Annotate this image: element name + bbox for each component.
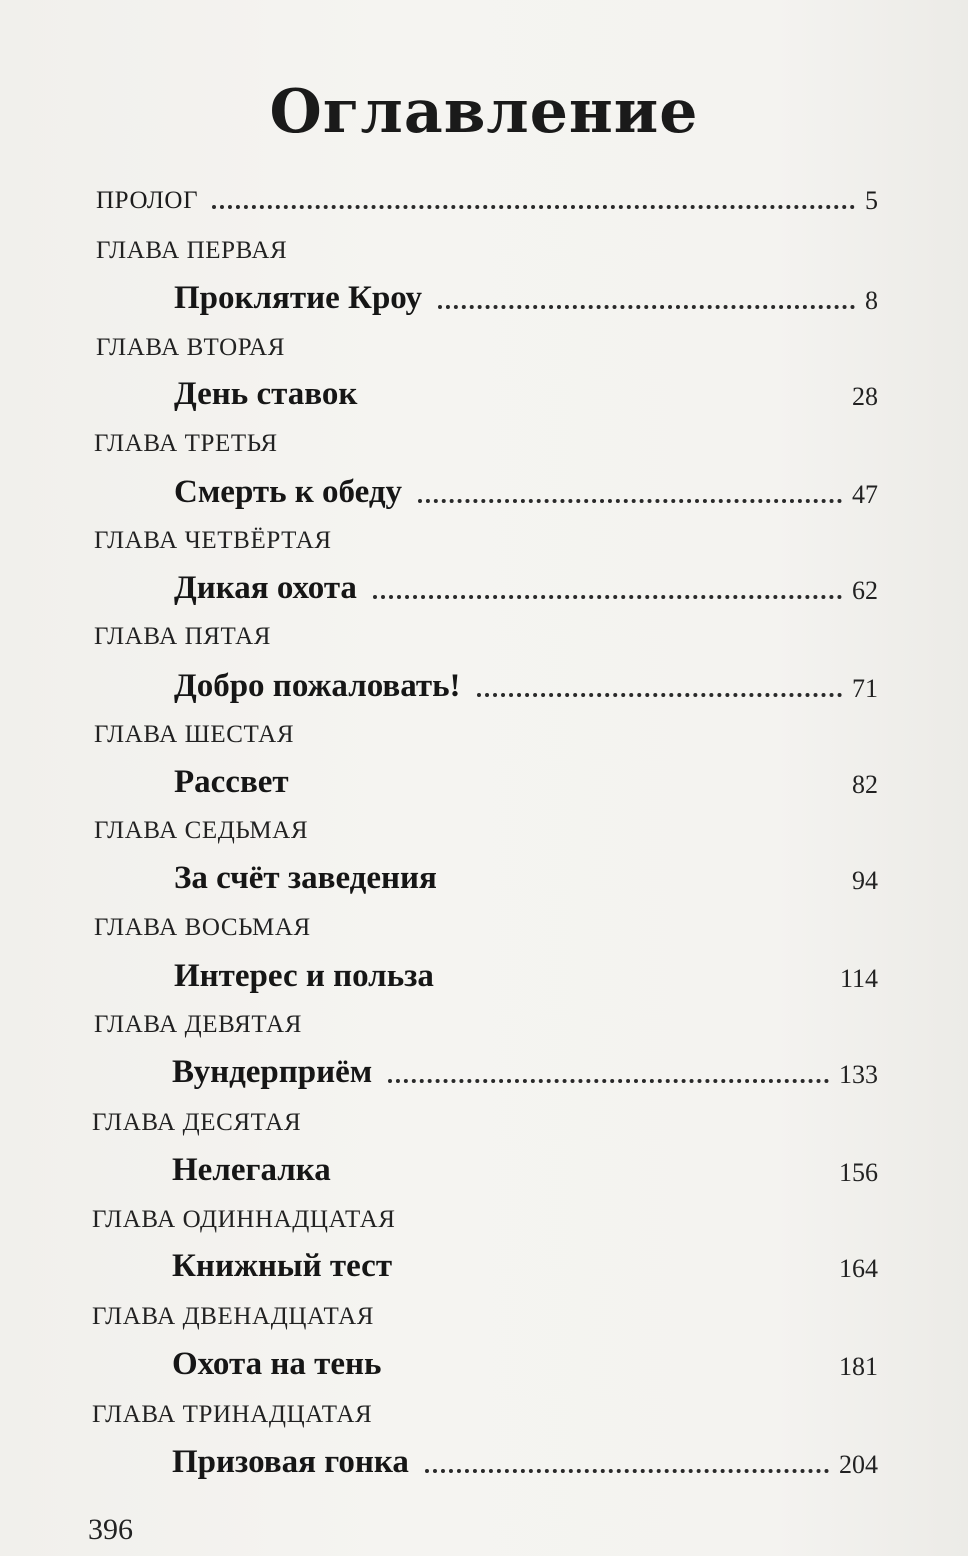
chapter-page-number: 47: [852, 480, 878, 509]
page-title: Оглавление: [269, 77, 699, 147]
chapter-label: ГЛАВА СЕДЬМАЯ: [94, 817, 309, 844]
chapter-page-number: 28: [852, 382, 878, 411]
toc-entry: [172, 1340, 878, 1384]
toc-entry: [174, 564, 878, 608]
dot-leader: [453, 885, 842, 889]
toc-entry: [172, 1438, 878, 1482]
toc-entry: [174, 370, 878, 414]
chapter-title: Охота на тень: [172, 1346, 382, 1382]
toc-entry: [174, 758, 878, 802]
dot-leader: [450, 983, 830, 987]
chapter-label: ГЛАВА ПЯТАЯ: [94, 623, 272, 650]
chapter-title: Вундерприём: [172, 1054, 373, 1090]
chapter-page-number: 181: [839, 1352, 878, 1381]
dot-leader: [397, 1371, 829, 1375]
toc-entry: [172, 1048, 878, 1092]
dot-leader: [418, 499, 842, 503]
chapter-page-number: 133: [839, 1060, 878, 1089]
toc-entry: [174, 854, 878, 898]
chapter-label: ГЛАВА ТРИНАДЦАТАЯ: [92, 1401, 373, 1428]
dot-leader: [305, 789, 842, 793]
chapter-page-number: 94: [852, 866, 878, 895]
chapter-label: ГЛАВА ДВЕНАДЦАТАЯ: [92, 1303, 375, 1330]
toc-entry: [172, 1146, 878, 1190]
chapter-label: ГЛАВА ТРЕТЬЯ: [94, 430, 278, 457]
page-number: 396: [88, 1513, 133, 1546]
toc-entry: [174, 274, 878, 318]
chapter-page-number: 156: [839, 1158, 878, 1187]
toc-entry: [172, 1242, 878, 1286]
chapter-title: Рассвет: [174, 764, 289, 800]
chapter-label: ГЛАВА ПЕРВАЯ: [96, 237, 288, 264]
chapter-title: Нелегалка: [172, 1152, 331, 1188]
dot-leader: [438, 305, 855, 309]
chapter-label: ГЛАВА ОДИННАДЦАТАЯ: [92, 1206, 396, 1233]
chapter-title: День ставок: [174, 376, 358, 412]
chapter-label: ГЛАВА ДЕСЯТАЯ: [92, 1109, 302, 1136]
chapter-page-number: 71: [852, 674, 878, 703]
prolog-page-number: 5: [865, 186, 878, 215]
chapter-page-number: 82: [852, 770, 878, 799]
dot-leader: [477, 693, 842, 697]
chapter-label: ГЛАВА ВОСЬМАЯ: [94, 914, 311, 941]
dot-leader: [373, 401, 842, 405]
chapter-title: За счёт заведения: [174, 860, 437, 896]
chapter-title: Книжный тест: [172, 1248, 393, 1284]
chapter-label: ГЛАВА ДЕВЯТАЯ: [94, 1011, 302, 1038]
chapter-title: Смерть к обеду: [174, 474, 403, 510]
chapter-label: ГЛАВА ВТОРАЯ: [96, 334, 285, 361]
chapter-title: Интерес и польза: [174, 958, 434, 994]
dot-leader: [373, 595, 842, 599]
chapter-page-number: 8: [865, 286, 878, 315]
chapter-page-number: 204: [839, 1450, 878, 1479]
toc-entry-prolog: [96, 182, 878, 216]
chapter-page-number: 62: [852, 576, 878, 605]
dot-leader: [408, 1273, 829, 1277]
dot-leader: [212, 205, 855, 209]
toc-entry: [174, 952, 878, 996]
toc-entry: [174, 662, 878, 706]
prolog-label: ПРОЛОГ: [96, 187, 199, 214]
chapter-title: Проклятие Кроу: [174, 280, 423, 316]
toc-entry: [174, 468, 878, 512]
chapter-title: Добро пожаловать!: [174, 668, 461, 704]
chapter-title: Дикая охота: [174, 570, 357, 606]
dot-leader: [347, 1177, 829, 1181]
chapter-label: ГЛАВА ЧЕТВЁРТАЯ: [94, 527, 332, 554]
dot-leader: [425, 1469, 829, 1473]
chapter-label: ГЛАВА ШЕСТАЯ: [94, 721, 295, 748]
chapter-page-number: 164: [839, 1254, 878, 1283]
chapter-title: Призовая гонка: [172, 1444, 409, 1480]
chapter-page-number: 114: [839, 964, 878, 993]
dot-leader: [388, 1079, 829, 1083]
